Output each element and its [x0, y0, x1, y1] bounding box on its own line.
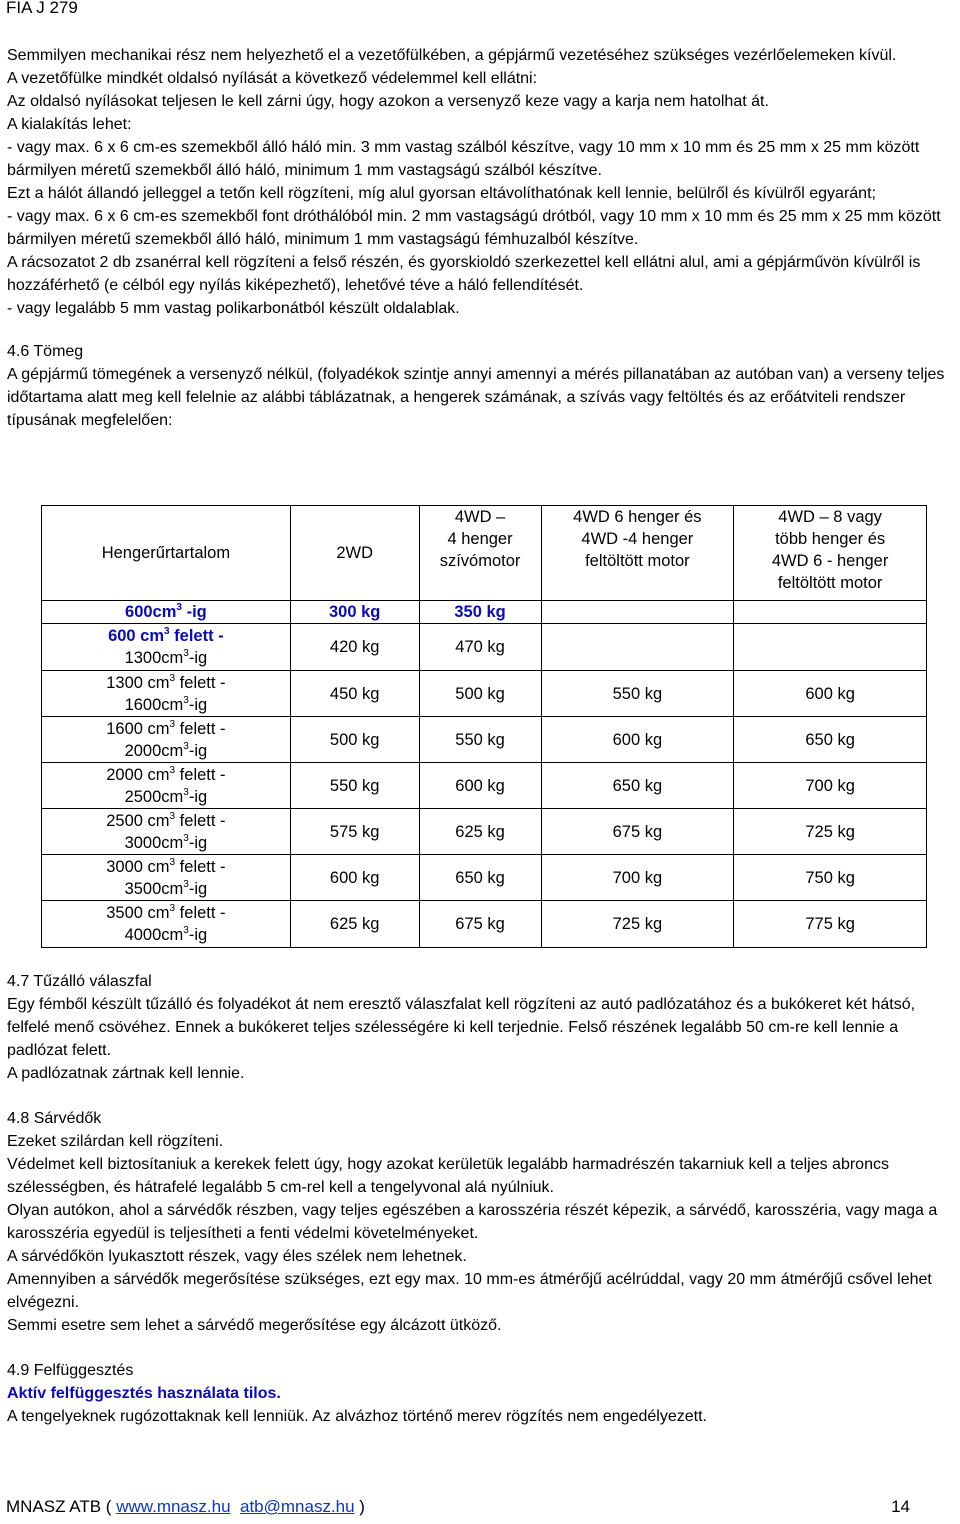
cell-value: 550 kg: [419, 717, 541, 763]
table-row: [42, 601, 927, 624]
cell-value: 550 kg: [290, 763, 419, 809]
row-label: [42, 624, 291, 671]
cell-value: 650 kg: [734, 717, 927, 763]
label-text: 1600cm: [124, 695, 184, 714]
section-46-title: Tömeg: [33, 343, 84, 360]
label-text: -ig: [188, 833, 208, 852]
cell-value: 550 kg: [541, 671, 734, 717]
label-sup: 3: [169, 672, 176, 684]
row-label: [42, 671, 291, 717]
label-sup: 3: [164, 626, 170, 637]
label-sup: 3: [169, 903, 176, 914]
label-text: felett -: [175, 765, 226, 784]
cell-empty: [541, 624, 734, 671]
row-label: [42, 855, 291, 901]
cell-value: 725 kg: [734, 809, 927, 855]
header-text: feltöltött motor: [777, 574, 883, 592]
header-cell-4wd-4cyl: [419, 506, 541, 601]
label-text: 4000cm: [124, 926, 184, 944]
label-sup: 3: [183, 786, 189, 798]
cell-value: 500 kg: [419, 671, 541, 717]
page-footer: [6, 1497, 910, 1517]
label-line: [42, 625, 290, 647]
section-47-number: 4.7: [7, 973, 30, 990]
paragraph-7: - vagy max. 6 x 6 cm-es szemekből font dróthálóból min. 2 mm vastagságú drótból, vagy 10 mm x 10 mm és 25 mm x 25 mm között bármilyen méretű szemekből álló háló, minimum 1 mm vastagságú fémhuzalból készítve.: [7, 208, 941, 248]
cell-value: 600 kg: [734, 671, 927, 717]
row-label: [42, 763, 291, 809]
section-48-text: A sárvédőkön lyukasztott részek, vagy éles szélek nem lehetnek.: [7, 1248, 467, 1265]
cell-value: 650 kg: [541, 763, 734, 809]
label-text: 2500cm: [124, 787, 184, 806]
document-body-lower: [7, 970, 957, 1428]
cell-value: 600 kg: [290, 855, 419, 901]
paragraph-3: Az oldalsó nyílásokat teljesen le kell zárni úgy, hogy azokon a versenyző keze vagy a karja nem hatolhat át.: [7, 93, 769, 110]
cell-value: 775 kg: [734, 901, 927, 948]
table-row: [42, 624, 927, 671]
label-text: 3500 cm: [106, 904, 170, 922]
footer-suffix: ): [354, 1497, 365, 1516]
label-line: [42, 672, 290, 694]
section-47-title: Tűzálló válaszfal: [33, 973, 152, 990]
label-line: [42, 718, 290, 740]
cell-value: 625 kg: [419, 809, 541, 855]
table-row: [42, 671, 927, 717]
cell-value: 450 kg: [290, 671, 419, 717]
label-text: felett -: [175, 719, 226, 738]
section-47-heading: [7, 970, 957, 993]
header-text: 4WD 6 henger és: [573, 508, 702, 526]
label-text: 3000 cm: [106, 857, 170, 876]
header-text: 4WD -4 henger: [581, 530, 694, 548]
label-sup: 3: [183, 878, 189, 890]
cell-value: 600 kg: [541, 717, 734, 763]
section-49-number: 4.9: [7, 1362, 30, 1379]
label-sup: 3: [169, 810, 176, 822]
table-row: [42, 809, 927, 855]
header-cell-4wd-8cyl: [734, 506, 927, 601]
header-text: több henger és: [775, 530, 886, 548]
paragraph-6: Ezt a hálót állandó jelleggel a tetőn kell rögzíteni, míg alul gyorsan eltávolíthatónak kell lennie, belülről és kívülről egyaránt;: [7, 185, 876, 202]
label-line: [42, 694, 290, 716]
document-body: [7, 44, 957, 432]
table-row: [42, 855, 927, 901]
header-text: szívómotor: [439, 552, 521, 570]
header-text: feltöltött motor: [585, 552, 690, 570]
label-text: -ig: [188, 695, 208, 714]
paragraph-1: Semmilyen mechanikai rész nem helyezhető el a vezetőfülkében, a gépjármű vezetéséhez szükséges vezérlőelemeken kívül.: [7, 47, 897, 64]
label-line: [42, 924, 290, 946]
section-49-highlight: Aktív felfüggesztés használata tilos.: [7, 1385, 281, 1402]
label-text: 2000cm: [124, 741, 184, 760]
section-48-title: Sárvédők: [33, 1110, 102, 1127]
section-46-heading: [7, 340, 957, 363]
table-row: [42, 717, 927, 763]
cell-value: 500 kg: [290, 717, 419, 763]
label-text: -ig: [188, 879, 208, 898]
cell-value: 470 kg: [419, 624, 541, 671]
label-text: 3000cm: [124, 833, 184, 852]
label-text: 1600 cm: [106, 719, 170, 738]
cell-value: 700 kg: [541, 855, 734, 901]
cell-value: 420 kg: [290, 624, 419, 671]
paragraph-4: A kialakítás lehet:: [7, 116, 132, 133]
label-text: -ig: [188, 649, 208, 667]
label-text: felett -: [175, 857, 226, 876]
header-text: 4WD 6 - henger: [771, 552, 889, 570]
mass-table: [41, 505, 927, 948]
label-sup: 3: [169, 856, 176, 868]
paragraph-9: - vagy legalább 5 mm vastag polikarbonátból készült oldalablak.: [7, 300, 460, 317]
paragraph-8: A rácsozatot 2 db zsanérral kell rögzíteni a felső részén, és gyorskioldó szerkezettel kell ellátni alul, ami a gépjárművön kívülről is hozzáférhető (e célból egy nyílás kiképezhető), lehetővé téve a háló fellendítését.: [7, 254, 921, 294]
label-text: 2000 cm: [106, 765, 170, 784]
email-link[interactable]: atb@mnasz.hu: [239, 1497, 355, 1516]
label-text: -ig: [188, 741, 208, 760]
page-header: FIA J 279: [6, 0, 78, 17]
label-sup: 3: [176, 602, 182, 613]
cell-value: 575 kg: [290, 809, 419, 855]
cell-value: 675 kg: [541, 809, 734, 855]
footer-prefix: MNASZ ATB (: [6, 1497, 117, 1516]
section-48-text: Olyan autókon, ahol a sárvédők részben, vagy teljes egészében a karosszéria részét képezik, a sárvédő, karosszéria, vagy maga a karosszéria egyedül is teljesítheti a fenti védelmi követelményeket.: [7, 1202, 938, 1242]
header-text: 4WD – 8 vagy: [778, 508, 882, 526]
label-text: felett -: [175, 673, 226, 692]
label-text: felett -: [175, 904, 226, 922]
table-header-row: [42, 506, 927, 601]
label-text: 3500cm: [124, 879, 184, 898]
label-text: 2500 cm: [106, 811, 170, 830]
label-sup: 3: [169, 718, 176, 730]
cell-value: 625 kg: [290, 901, 419, 948]
section-46-text: A gépjármű tömegének a versenyző nélkül, (folyadékok szintje annyi amennyi a mérés pillanatában az autóban van) a verseny teljes időtartama alatt meg kell felelnie az alábbi táblázatnak, a hengerek számának, a szívás vagy feltöltés és az erőátviteli rendszer típusának megfelelően:: [7, 366, 945, 429]
page-number: 14: [891, 1497, 910, 1516]
cell-value: 750 kg: [734, 855, 927, 901]
row-label: [42, 601, 291, 624]
label-text: 1300 cm: [106, 673, 170, 692]
section-48-text: Amennyiben a sárvédők megerősítése szükséges, ezt egy max. 10 mm-es átmérőjű acélrúddal, vagy 20 mm átmérőjű csővel lehet elvégezni.: [7, 1271, 932, 1311]
paragraph-5: - vagy max. 6 x 6 cm-es szemekből álló háló min. 3 mm vastag szálból készítve, vagy 10 mm x 10 mm és 25 mm x 25 mm között bármilyen méretű szemekből álló háló, minimum 1 mm vastagságú szálból készítve.: [7, 139, 920, 179]
section-47-text: Egy fémből készült tűzálló és folyadékot át nem eresztő válaszfalat kell rögzíteni az autó padlózatához és a bukókeret két hátsó, felfelé menő csövéhez. Ennek a bukókeret teljes szélességére ki kell terjednie. Felső részének legalább 50 cm-re kell lennie a padlózat felett.: [7, 996, 916, 1059]
label-sup: 3: [169, 764, 176, 776]
cell-value: 675 kg: [419, 901, 541, 948]
row-label: [42, 901, 291, 948]
label-sup: 3: [183, 740, 189, 752]
cell-value: 725 kg: [541, 901, 734, 948]
label-line: [42, 832, 290, 854]
label-line: [42, 740, 290, 762]
section-48-text: Védelmet kell biztosítaniuk a kerekek felett úgy, hogy azokat kerületük legalább harmadrészén takarniuk kell a teljes abroncs szélességben, és hátrafelé legalább 5 cm-rel kell a tengelyvonal alá nyúlniuk.: [7, 1156, 889, 1196]
header-cell-4wd-6cyl: [541, 506, 734, 601]
header-text: 4 henger: [447, 530, 513, 548]
label-text: -ig: [188, 926, 208, 944]
row-label: [42, 809, 291, 855]
label-line: [42, 647, 290, 669]
label-text: -ig: [188, 787, 208, 806]
section-46-number: 4.6: [7, 343, 30, 360]
table-row: [42, 763, 927, 809]
section-49-title: Felfüggesztés: [33, 1362, 134, 1379]
section-49-heading: [7, 1359, 957, 1382]
section-48-heading: [7, 1107, 957, 1130]
paragraph-2: A vezetőfülke mindkét oldalsó nyílását a következő védelemmel kell ellátni:: [7, 70, 538, 87]
header-cell-displacement: Hengerűrtartalom: [42, 506, 291, 601]
label-sup: 3: [183, 648, 189, 659]
label-text: felett -: [175, 811, 226, 830]
label-text: 600cm: [125, 603, 177, 621]
cell-empty: [734, 624, 927, 671]
label-line: [42, 786, 290, 808]
label-text: felett -: [169, 627, 224, 645]
section-48-text: Semmi esetre sem lehet a sárvédő megerősítése egy álcázott ütköző.: [7, 1317, 502, 1334]
label-line: [42, 878, 290, 900]
cell-value: 650 kg: [419, 855, 541, 901]
cell-empty: [541, 601, 734, 624]
table-row: [42, 901, 927, 948]
cell-value: 300 kg: [290, 601, 419, 624]
website-link[interactable]: www.mnasz.hu: [116, 1497, 231, 1516]
section-48-number: 4.8: [7, 1110, 30, 1127]
cell-value: 600 kg: [419, 763, 541, 809]
cell-empty: [734, 601, 927, 624]
label-sup: 3: [183, 694, 189, 706]
label-text: -ig: [181, 603, 207, 621]
section-49-text: A tengelyeknek rugózottaknak kell lenniük. Az alvázhoz történő merev rögzítés nem engedélyezett.: [7, 1408, 707, 1425]
label-line: [42, 902, 290, 924]
header-text: 4WD –: [454, 508, 506, 526]
label-text: 600 cm: [108, 627, 165, 645]
label-sup: 3: [183, 832, 189, 844]
label-sup: 3: [183, 925, 189, 936]
header-cell-2wd: 2WD: [290, 506, 419, 601]
cell-value: 700 kg: [734, 763, 927, 809]
label-line: [42, 856, 290, 878]
cell-value: 350 kg: [419, 601, 541, 624]
section-47-text: A padlózatnak zártnak kell lennie.: [7, 1065, 245, 1082]
label-line: [42, 810, 290, 832]
section-48-text: Ezeket szilárdan kell rögzíteni.: [7, 1133, 224, 1150]
label-text: 1300cm: [124, 649, 184, 667]
row-label: [42, 717, 291, 763]
label-line: [42, 764, 290, 786]
